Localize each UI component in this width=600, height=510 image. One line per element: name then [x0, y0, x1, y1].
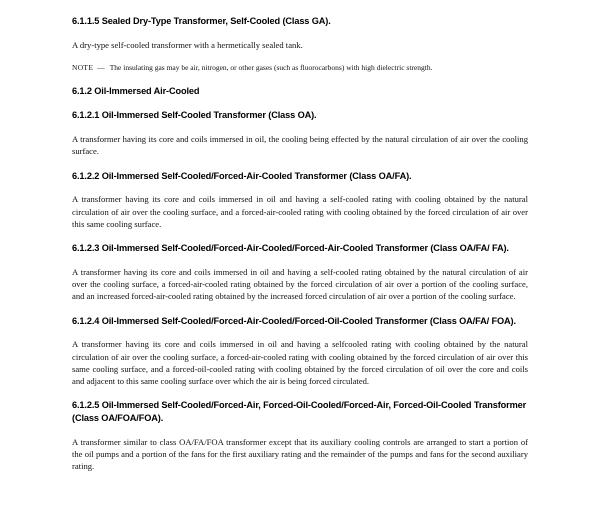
note-label: NOTE	[72, 62, 94, 72]
paragraph-6-1-2-5: A transformer similar to class OA/FA/FOA transformer except that its auxiliary cooling controls are arranged to start a portion of the oil pumps and a portion of the fans for the first auxiliary rating and the remainder of the pumps and fans for the second auxiliary rating.	[72, 436, 528, 472]
heading-6-1-1-5: 6.1.1.5 Sealed Dry-Type Transformer, Self-Cooled (Class GA).	[72, 16, 331, 26]
note-dash: —	[97, 62, 105, 72]
spacer	[72, 425, 528, 436]
paragraph-6-1-2-3: A transformer having its core and coils immersed in oil and having a self-cooled rating obtained by the natural circulation of air over the cooling surface, a forced-air-cooled rating obtained by the forced circulation of air over a portion of the cooling surface, and an increased forced-air-cooled rating obtained by the increased forced circulation of air over a portion of the cooling surface.	[72, 266, 528, 302]
spacer	[72, 182, 528, 193]
spacer	[72, 73, 528, 85]
spacer	[72, 303, 528, 315]
spacer	[72, 230, 528, 242]
spacer	[72, 122, 528, 133]
paragraph-6-1-2-2: A transformer having its core and coils immersed in oil and having a self-cooled rating with cooling obtained by the natural circulation of air over the cooling surface, and a forced-air-cooled rating with cooling obtained by the forced circulation of air over this same cooling surface.	[72, 194, 528, 229]
paragraph-6-1-1-5: A dry-type self-cooled transformer with a hermetically sealed tank.	[72, 39, 303, 50]
spacer	[72, 387, 528, 399]
spacer	[72, 51, 528, 62]
note-text: The insulating gas may be air, nitrogen, or other gases (such as fluorocarbons) with high dielectric strength.	[109, 62, 433, 72]
paragraph-6-1-2-1: A transformer having its core and coils immersed in oil, the cooling being effected by the natural circulation of air over the cooling surface.	[72, 134, 528, 157]
heading-6-1-2: 6.1.2 Oil-Immersed Air-Cooled	[72, 85, 200, 96]
heading-6-1-2-3: 6.1.2.3 Oil-Immersed Self-Cooled/Forced-Air-Cooled/Forced-Air-Cooled Transformer (Class OA/FA/ FA).	[72, 243, 509, 254]
heading-6-1-2-1: 6.1.2.1 Oil-Immersed Self-Cooled Transformer (Class OA).	[72, 110, 317, 121]
paragraph-6-1-2-4: A transformer having its core and coils immersed in oil and having a selfcooled rating with cooling obtained by the natural circulation of air over the cooling surface, a forced-air-cooled rating with cooling obtained by the forced circulation of air over this same cooling surface, and a forced-oil-cooled rating with cooling obtained by the forced circulation of oil over the core and coils and adjacent to this same cooling surface over which the air is being forced circulated.	[72, 339, 528, 387]
heading-6-1-2-2: 6.1.2.2 Oil-Immersed Self-Cooled/Forced-Air-Cooled Transformer (Class OA/FA).	[72, 170, 412, 181]
note-6-1-1-5	[72, 62, 528, 73]
heading-6-1-2-4: 6.1.2.4 Oil-Immersed Self-Cooled/Forced-Air-Cooled/Forced-Oil-Cooled Transformer (Class OA/FA/ FOA).	[72, 315, 516, 326]
spacer	[72, 158, 528, 170]
document-page	[72, 0, 528, 510]
heading-6-1-2-5: 6.1.2.5 Oil-Immersed Self-Cooled/Forced-Air, Forced-Oil-Cooled/Forced-Air, Forced-Oil-Cooled Transformer (Class OA/FOA/FOA).	[72, 400, 527, 424]
spacer	[72, 327, 528, 338]
spacer	[72, 255, 528, 266]
page-top-spacer	[72, 0, 528, 15]
spacer	[72, 28, 528, 39]
spacer	[72, 97, 528, 109]
